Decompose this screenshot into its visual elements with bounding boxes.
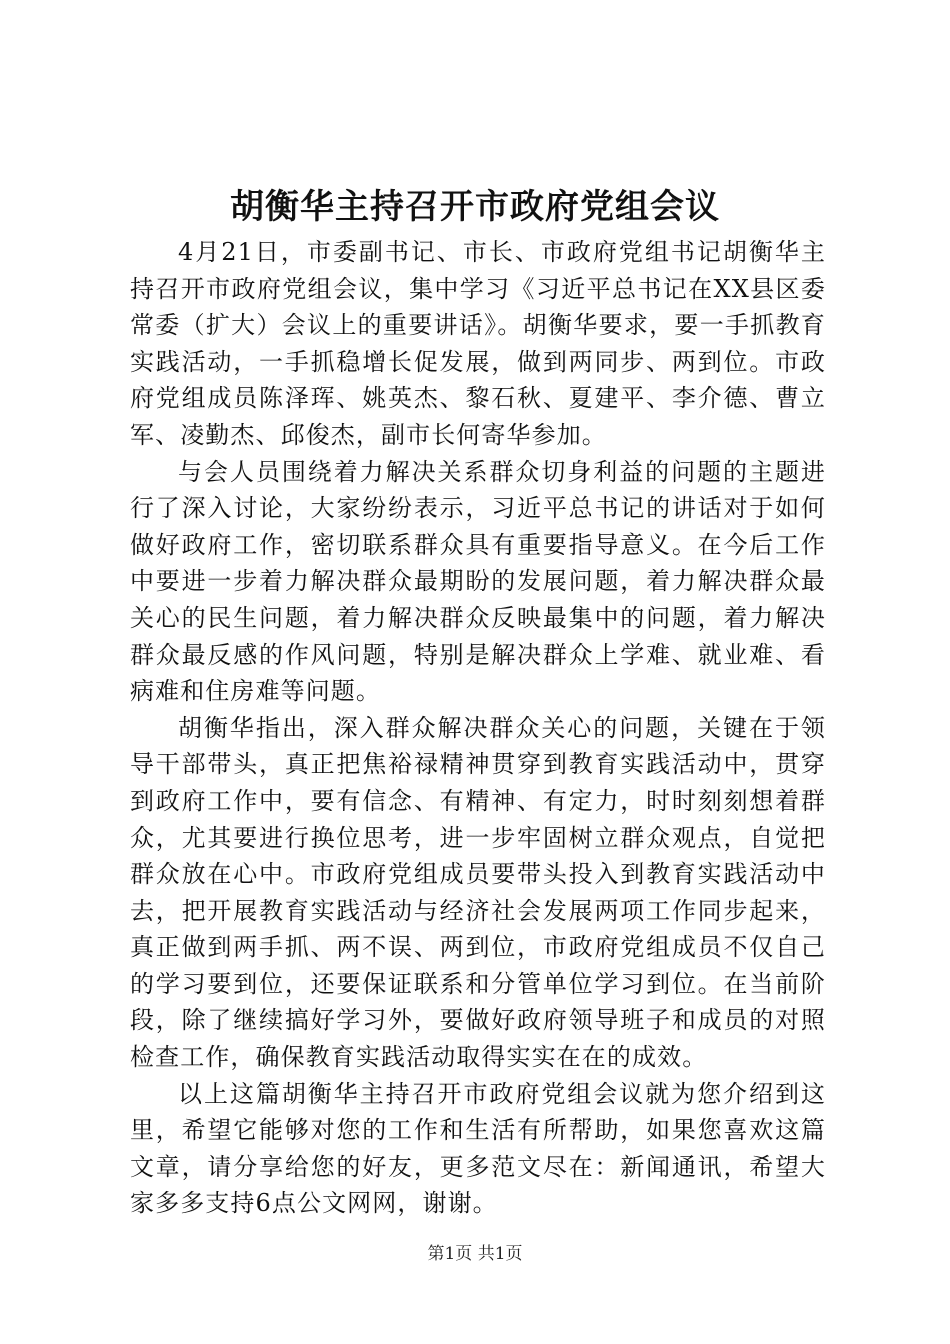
page-number-current: 第1页 (427, 1244, 473, 1264)
paragraph-1: 4月21日，市委副书记、市长、市政府党组书记胡衡华主持召开市政府党组会议，集中学习《习近平总书记在XX县区委常委（扩大）会议上的重要讲话》。胡衡华要求，要一手抓教育实践活动，一手抓稳增长促发展，做到两同步、两到位。市政府党组成员陈泽珲、姚英杰、黎石秋、夏建平、李介德、曹立军、凌勤杰、邱俊杰，副市长何寄华参加。 (130, 238, 826, 449)
page-number-total: 共1页 (477, 1244, 523, 1264)
paragraph-2: 与会人员围绕着力解决关系群众切身利益的问题的主题进行了深入讨论，大家纷纷表示，习近平总书记的讲话对于如何做好政府工作，密切联系群众具有重要指导意义。在今后工作中要进一步着力解决群众最期盼的发展问题，着力解决群众最关心的民生问题，着力解决群众反映最集中的问题，着力解决群众最反感的作风问题，特别是解决群众上学难、就业难、看病难和住房难等问题。 (130, 457, 826, 706)
document-body (130, 234, 826, 1222)
paragraph-4: 以上这篇胡衡华主持召开市政府党组会议就为您介绍到这里，希望它能够对您的工作和生活有所帮助，如果您喜欢这篇文章，请分享给您的好友，更多范文尽在：新闻通讯，希望大家多多支持6点公文网网，谢谢。 (130, 1079, 826, 1218)
paragraph-3: 胡衡华指出，深入群众解决群众关心的问题，关键在于领导干部带头，真正把焦裕禄精神贯穿到教育实践活动中，贯穿到政府工作中，要有信念、有精神、有定力，时时刻刻想着群众，尤其要进行换位思考，进一步牢固树立群众观点，自觉把群众放在心中。市政府党组成员要带头投入到教育实践活动中去，把开展教育实践活动与经济社会发展两项工作同步起来，真正做到两手抓、两不误、两到位，市政府党组成员不仅自己的学习要到位，还要保证联系和分管单位学习到位。在当前阶段，除了继续搞好学习外，要做好政府领导班子和成员的对照检查工作，确保教育实践活动取得实实在在的成效。 (130, 713, 826, 1072)
document-title: 胡衡华主持召开市政府党组会议 (230, 187, 720, 227)
page-footer (0, 1241, 950, 1267)
